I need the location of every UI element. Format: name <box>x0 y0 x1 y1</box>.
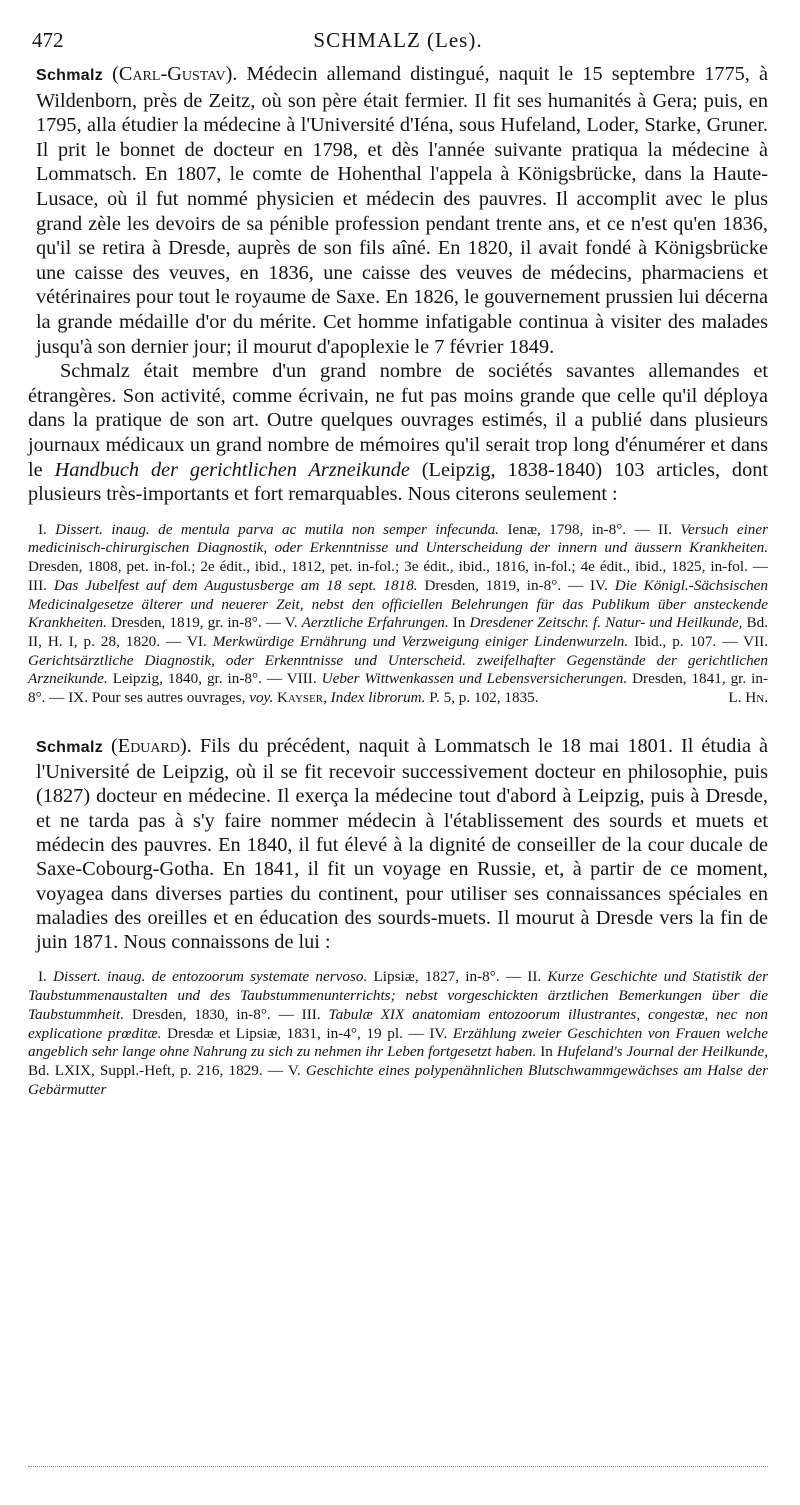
bib-ref: Dresdæ et Lipsiæ, 1831, in-4°, 19 pl. — IV. <box>167 1024 448 1042</box>
bib-ref: Dresden, 1819, gr. in-8°. — V. <box>110 614 298 632</box>
works-paragraph <box>28 359 768 507</box>
bib-title: Aerztliche Erfahrungen. <box>301 614 449 632</box>
bibliography-list <box>28 521 768 708</box>
bib-title: Das Jubelfest auf dem Augustusberge am 18 sept. 1818. <box>53 576 418 594</box>
bibliography-list <box>28 968 768 1099</box>
bib-ref: In <box>452 614 466 632</box>
running-title: SCHMALZ (Les). <box>313 28 483 52</box>
handbook-title: Handbuch der gerichtlichen Arzneikunde <box>54 458 410 481</box>
bib-title: Dissert. inaug. de entozoorum systemate nervoso. <box>53 968 368 986</box>
entry-given-name: (Carl-Gustav). <box>112 63 238 85</box>
bib-title: Ueber Wittwenkassen und Lebensversicherungen. <box>321 670 628 688</box>
bib-ref: Bd. LXIX, Suppl.-Heft, p. 216, 1829. — V. <box>28 1061 301 1079</box>
bib-ref: Ibid., p. 107. — VII. <box>634 632 768 650</box>
bib-title: Erzählung zweier Geschichten von Frauen welche angeblich sehr lange ohne Nahrung zu sich zu nehmen ihr Leben fortgesetzt haben. <box>28 1024 768 1061</box>
biography-text: Fils du précédent, naquit à Lommatsch le 18 mai 1801. Il étudia à l'Université de Leipzig, où il se fit recevoir successivement docteur en philosophie, puis (1827) docteur en médecine. Il exerça la médecine tout d'abord à Leipzig, puis à Dresde, et ne tarda pas à s'y faire nommer médecin à l'établissement des sourds et muets et médecin des pauvres. En 1840, il fut élevé à la dignité de conseiller de la cour ducale de Saxe-Cobourg-Gotha. En 1841, il fit un voyage en Russie, et, à partir de ce moment, voyagea dans diverses parties du continent, pour utiliser ses connaissances spéciales en maladies des oreilles et en éducation des sourds-muets. Il mourut à Dresde vers la fin de juin 1871. Nous connaissons de lui : <box>36 734 769 954</box>
entry-biography-paragraph <box>28 62 768 359</box>
bib-title: Index librorum. <box>330 689 426 707</box>
bib-ref: Leipzig, 1840, gr. in-8°. — VIII. <box>112 670 317 688</box>
page-number: 472 <box>32 28 64 52</box>
entry-given-name: (Eduard). <box>111 734 192 757</box>
bib-title: Die Königl.-Sächsischen Medicinalgesetze älterer und neuerer Zeit, nebst den officiellen Belehrungen für das Publikum über ansteckende Krankheiten. <box>28 576 769 632</box>
bib-ref: Dresden, 1808, pet. in-fol.; 2e édit., ibid., 1812, pet. in-fol.; 3e édit., ibid., 1816, in-fol.; 4e édit., ibid., 1825, in-fol. — III. <box>28 558 768 594</box>
bib-ref: Ienæ, 1798, in-8°. — II. <box>507 520 672 538</box>
footer-rule <box>28 1466 768 1467</box>
bib-ref: Dresden, 1830, in-8°. — III. <box>131 1005 321 1023</box>
entry-carl-gustav <box>28 62 768 708</box>
bib-ref: Dresden, 1841, gr. in-8°. — IX. Pour ses autres ouvrages, <box>28 670 769 707</box>
works-text: Schmalz était membre d'un grand nombre de sociétés savantes allemandes et étrangères. Son activité, comme écrivain, ne fut pas moins grande que celle qu'il déploya dans la pratique de son art. Outre quelques ouvrages estimés, il a publié dans plusieurs journaux médicaux un grand nombre de mémoires qu'il serait trop long d'énumérer et dans le <box>28 360 768 481</box>
bib-journal: Hufeland's Journal der Heilkunde, <box>556 1043 768 1061</box>
bib-ref: P. 5, p. 102, 1835. <box>429 689 539 707</box>
works-text-end: (Leipzig, 1838-1840) 103 articles, dont plusieurs très-importants et fort remarquables. Nous citerons seulement : <box>28 458 768 506</box>
bib-title: Kurze Geschichte und Statistik der Taubstummenaustalten und des Taubstummenunterrichts; nebst vorgeschickten ärztlichen Bemerkungen über die Taubstummheit. <box>28 968 769 1023</box>
entry-surname: Schmalz <box>36 738 104 756</box>
entry-biography-paragraph <box>28 734 768 955</box>
author-signature: L. Hn. <box>728 689 768 707</box>
bib-author: Kayser, <box>277 689 327 707</box>
entry-surname: Schmalz <box>36 67 104 84</box>
bib-journal: Dresdener Zeitschr. f. Natur- und Heilkunde, <box>469 614 743 632</box>
page-header <box>28 26 768 62</box>
bib-ref: Lipsiæ, 1827, in-8°. — II. <box>373 968 542 986</box>
bib-title: Dissert. inaug. de mentula parva ac mutila non semper infecunda. <box>55 520 500 538</box>
bib-ref: Bd. II, H. I, p. 28, 1820. — VI. <box>28 614 769 650</box>
bib-title: Geschichte eines polypenähnlichen Blutschwammgewächses am Halse der Gebärmutter <box>28 1061 768 1098</box>
bib-ref: Dresden, 1819, in-8°. — IV. <box>424 576 608 594</box>
bib-title: Tabulæ XIX anatomiam entozoorum illustrantes, congestæ, nec non explicatione prœditæ. <box>28 1005 769 1042</box>
bib-ref: In <box>540 1043 553 1061</box>
bib-number: I. <box>38 968 47 986</box>
biography-text: Médecin allemand distingué, naquit le 15 septembre 1775, à Wildenborn, près de Zeitz, où son père était fermier. Il fit ses humanités à Gera; puis, en 1795, alla étudier la médecine à l'Université d'Iéna, sous Hufeland, Loder, Starke, Gruner. Il prit le bonnet de docteur en 1798, et dès l'année suivante pratiqua la médecine à Lommatsch. En 1807, le comte de Hohenthal l'appela à Königsbrücke, dans la Haute-Lusace, où il fut nommé physicien et médecin des pauvres. Il accomplit avec le plus grand zèle les devoirs de sa pénible profession pendant trente ans, et ce n'est qu'en 1836, qu'il se retira à Dresde, auprès de son fils aîné. En 1820, il avait fondé à Königsbrücke une caisse des veuves, en 1836, une caisse des veuves de médecins, pharmaciens et vétérinaires pour tout le royaume de Saxe. En 1826, le gouvernement prussien lui décerna la grande médaille d'or du mérite. Cet homme infatigable continua à visiter des malades jusqu'à son dernier jour; il mourut d'apoplexie le 7 février 1849. <box>36 63 768 358</box>
bib-title: Versuch einer medicinisch-chirurgischen Diagnostik, oder Erkenntnisse und Unterscheidung der innern und äussern Krankheiten. <box>28 520 769 557</box>
bib-number: I. <box>38 520 47 538</box>
book-page <box>28 26 768 1099</box>
entry-eduard <box>28 734 768 1100</box>
bib-title: Gerichtsärztliche Diagnostik, oder Erkenntnisse und Unterscheid. zweifelhafter Gegenstände der gerichtlichen Arzneikunde. <box>28 651 768 688</box>
bib-voy: voy. <box>249 689 274 707</box>
bib-title: Merkwürdige Ernährung und Verzweigung einiger Lindenwurzeln. <box>212 632 629 650</box>
